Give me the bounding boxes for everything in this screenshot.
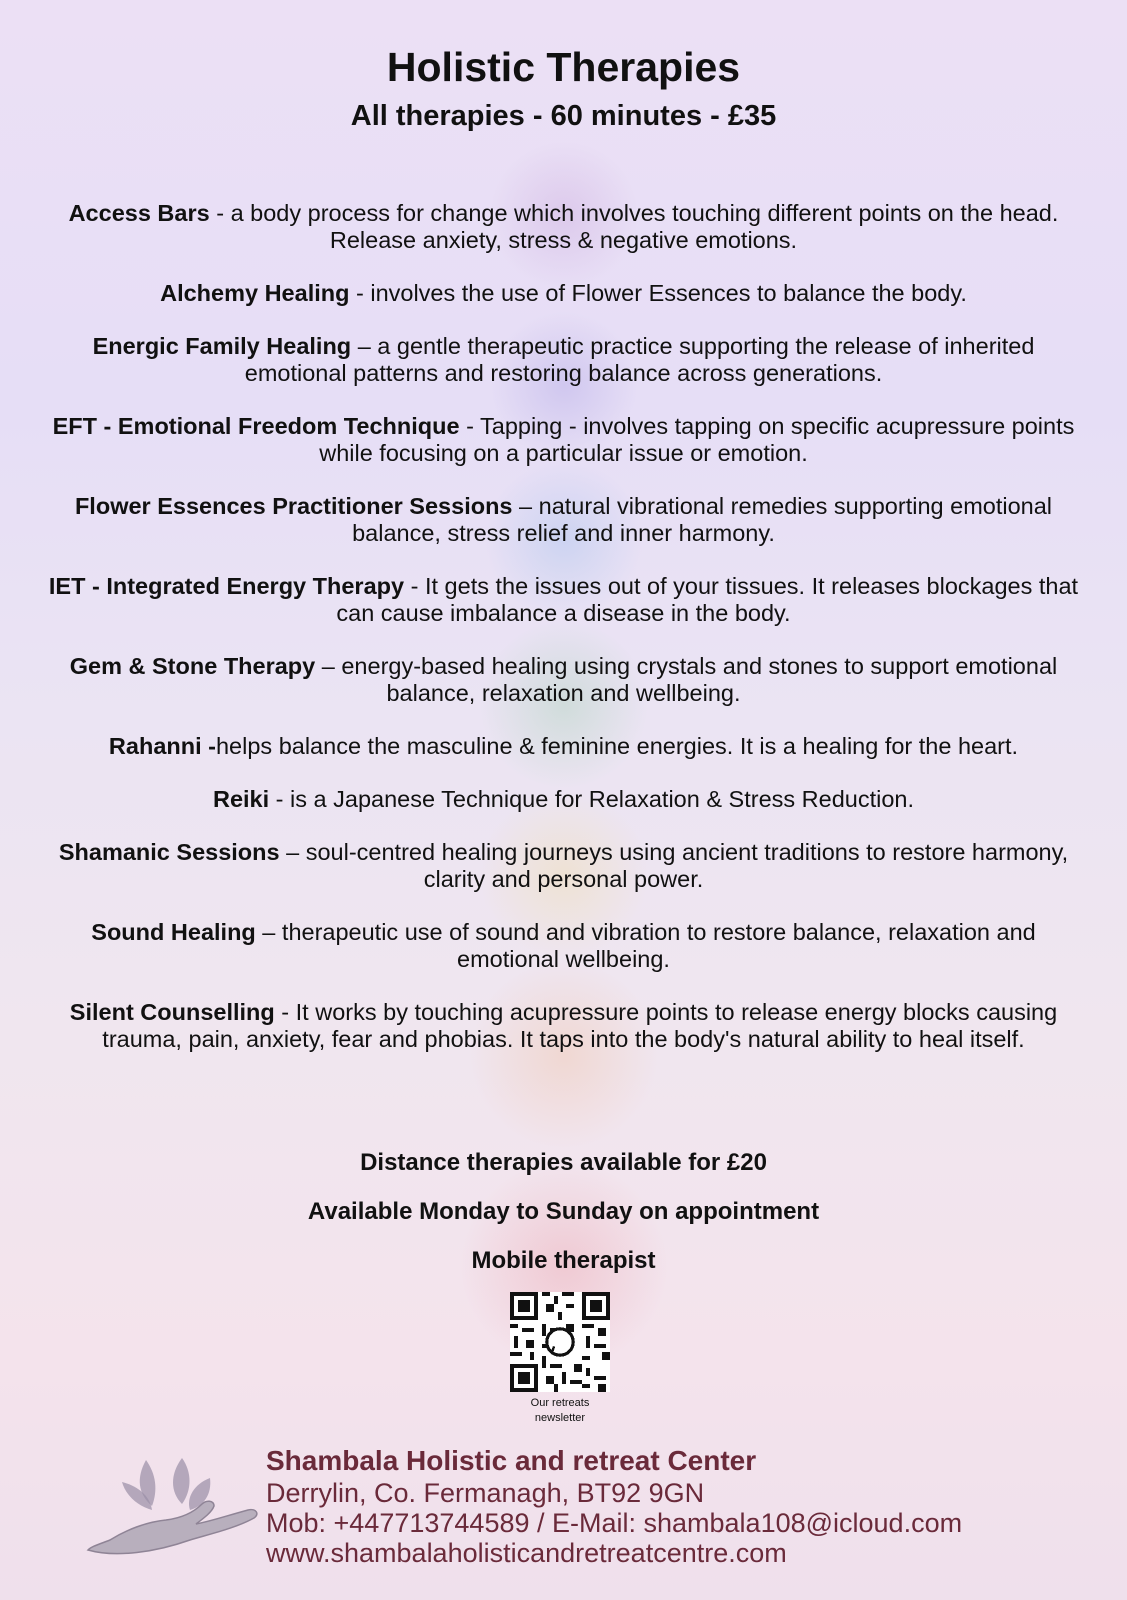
therapy-description: – therapeutic use of sound and vibration to restore balance, relaxation and emotional wellbeing. bbox=[255, 919, 1036, 972]
therapy-name: Energic Family Healing bbox=[92, 333, 352, 359]
qr-caption-line1: Our retreats bbox=[530, 1397, 590, 1409]
therapy-description: - Tapping - involves tapping on specific acupressure points while focusing on a particular issue or emotion. bbox=[319, 413, 1075, 466]
page-title: Holistic Therapies bbox=[386, 44, 741, 90]
therapy-list bbox=[40, 200, 1087, 1079]
therapy-item bbox=[40, 999, 1087, 1053]
therapy-description: - is a Japanese Technique for Relaxation & Stress Reduction. bbox=[269, 786, 915, 812]
therapy-description: – natural vibrational remedies supporting emotional balance, stress relief and inner harmony. bbox=[352, 493, 1053, 546]
therapy-item bbox=[40, 280, 1087, 307]
therapy-item bbox=[40, 839, 1087, 893]
therapy-name: Sound Healing bbox=[91, 919, 256, 945]
therapy-item bbox=[40, 733, 1087, 760]
therapy-name: EFT - Emotional Freedom Technique bbox=[52, 413, 460, 439]
therapy-item bbox=[40, 786, 1087, 813]
therapy-description: – soul-centred healing journeys using ancient traditions to restore harmony, clarity and personal power. bbox=[279, 839, 1069, 892]
qr-caption-line2: newsletter bbox=[534, 1412, 586, 1424]
therapy-item bbox=[40, 413, 1087, 467]
therapy-item bbox=[40, 573, 1087, 627]
center-contact[interactable]: Mob: +447713744589 / E-Mail: shambala108@icloud.com bbox=[266, 1508, 963, 1538]
center-address: Derrylin, Co. Fermanagh, BT92 9GN bbox=[266, 1478, 705, 1508]
therapy-item bbox=[40, 919, 1087, 973]
therapy-name: Silent Counselling bbox=[69, 999, 275, 1025]
therapy-item bbox=[40, 333, 1087, 387]
distance-therapies: Distance therapies available for £20 bbox=[360, 1149, 767, 1176]
therapy-item bbox=[40, 653, 1087, 707]
therapy-name: Access Bars bbox=[68, 200, 210, 226]
therapy-name: Shamanic Sessions bbox=[58, 839, 280, 865]
therapy-name: Gem & Stone Therapy bbox=[69, 653, 316, 679]
therapy-description: - It works by touching acupressure points to release energy blocks causing trauma, pain, anxiety, fear and phobias. It taps into the body's natural ability to heal itself. bbox=[102, 999, 1058, 1052]
therapy-description: - involves the use of Flower Essences to balance the body. bbox=[349, 280, 967, 306]
therapy-item bbox=[40, 200, 1087, 254]
therapy-name: Rahanni - bbox=[108, 733, 216, 759]
page-subtitle: All therapies - 60 minutes - £35 bbox=[350, 100, 777, 132]
therapy-name: Alchemy Healing bbox=[160, 280, 350, 306]
mobile-therapist: Mobile therapist bbox=[471, 1247, 656, 1274]
qr-caption bbox=[513, 1396, 607, 1426]
qr-code[interactable] bbox=[510, 1292, 610, 1392]
therapy-item bbox=[40, 493, 1087, 547]
therapy-description: – energy-based healing using crystals and stones to support emotional balance, relaxation and wellbeing. bbox=[315, 653, 1058, 706]
therapy-description: – a gentle therapeutic practice supporting the release of inherited emotional patterns and restoring balance across generations. bbox=[244, 333, 1035, 386]
center-website[interactable]: www.shambalaholisticandretreatcentre.com bbox=[266, 1538, 787, 1568]
therapy-description: helps balance the masculine & feminine energies. It is a healing for the heart. bbox=[215, 733, 1019, 759]
therapy-name: Flower Essences Practitioner Sessions bbox=[74, 493, 513, 519]
therapy-name: IET - Integrated Energy Therapy bbox=[48, 573, 405, 599]
availability: Available Monday to Sunday on appointment bbox=[307, 1198, 820, 1225]
therapy-description: - It gets the issues out of your tissues. It releases blockages that can cause imbalance a disease in the body. bbox=[336, 573, 1079, 626]
therapy-name: Reiki bbox=[212, 786, 270, 812]
therapy-description: - a body process for change which involves touching different points on the head. Release anxiety, stress & negative emotions. bbox=[209, 200, 1059, 253]
hand-lotus-icon bbox=[86, 1448, 266, 1568]
center-name: Shambala Holistic and retreat Center bbox=[266, 1445, 757, 1476]
